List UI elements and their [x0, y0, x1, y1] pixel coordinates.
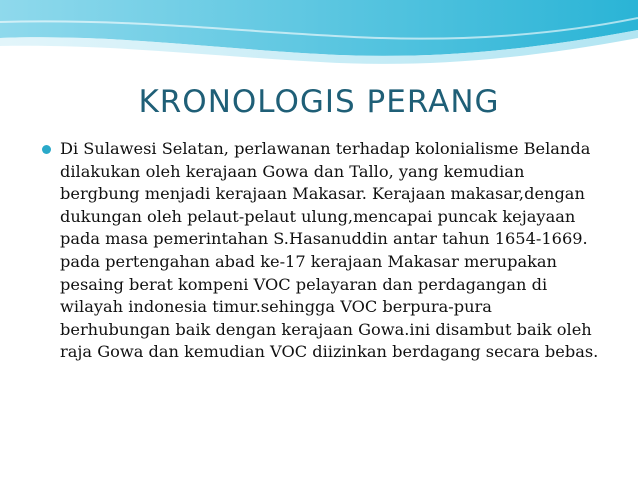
bullet-icon — [42, 145, 51, 154]
list-item — [38, 138, 606, 364]
bullet-list — [38, 138, 606, 364]
bullet-text: Di Sulawesi Selatan, perlawanan terhadap kolonialisme Belanda dilakukan oleh kerajaan Gowa dan Tallo, yang kemudian bergbung menjadi kerajaan Makasar. Kerajaan makasar,dengan dukungan oleh pelaut-pelaut ulung,mencapai puncak kejayaan pada masa pemerintahan S.Hasanuddin antar tahun 1654-1669. pada pertengahan abad ke-17 kerajaan Makasar merupakan pesaing berat kompeni VOC pelayaran dan perdagangan di wilayah indonesia timur.sehingga VOC berpura-pura berhubungan baik dengan kerajaan Gowa.ini disambut baik oleh raja Gowa dan kemudian VOC diizinkan berdagang secara bebas. — [60, 139, 599, 362]
slide-title: KRONOLOGIS PERANG — [138, 84, 500, 120]
header-wave-decoration — [0, 0, 638, 70]
